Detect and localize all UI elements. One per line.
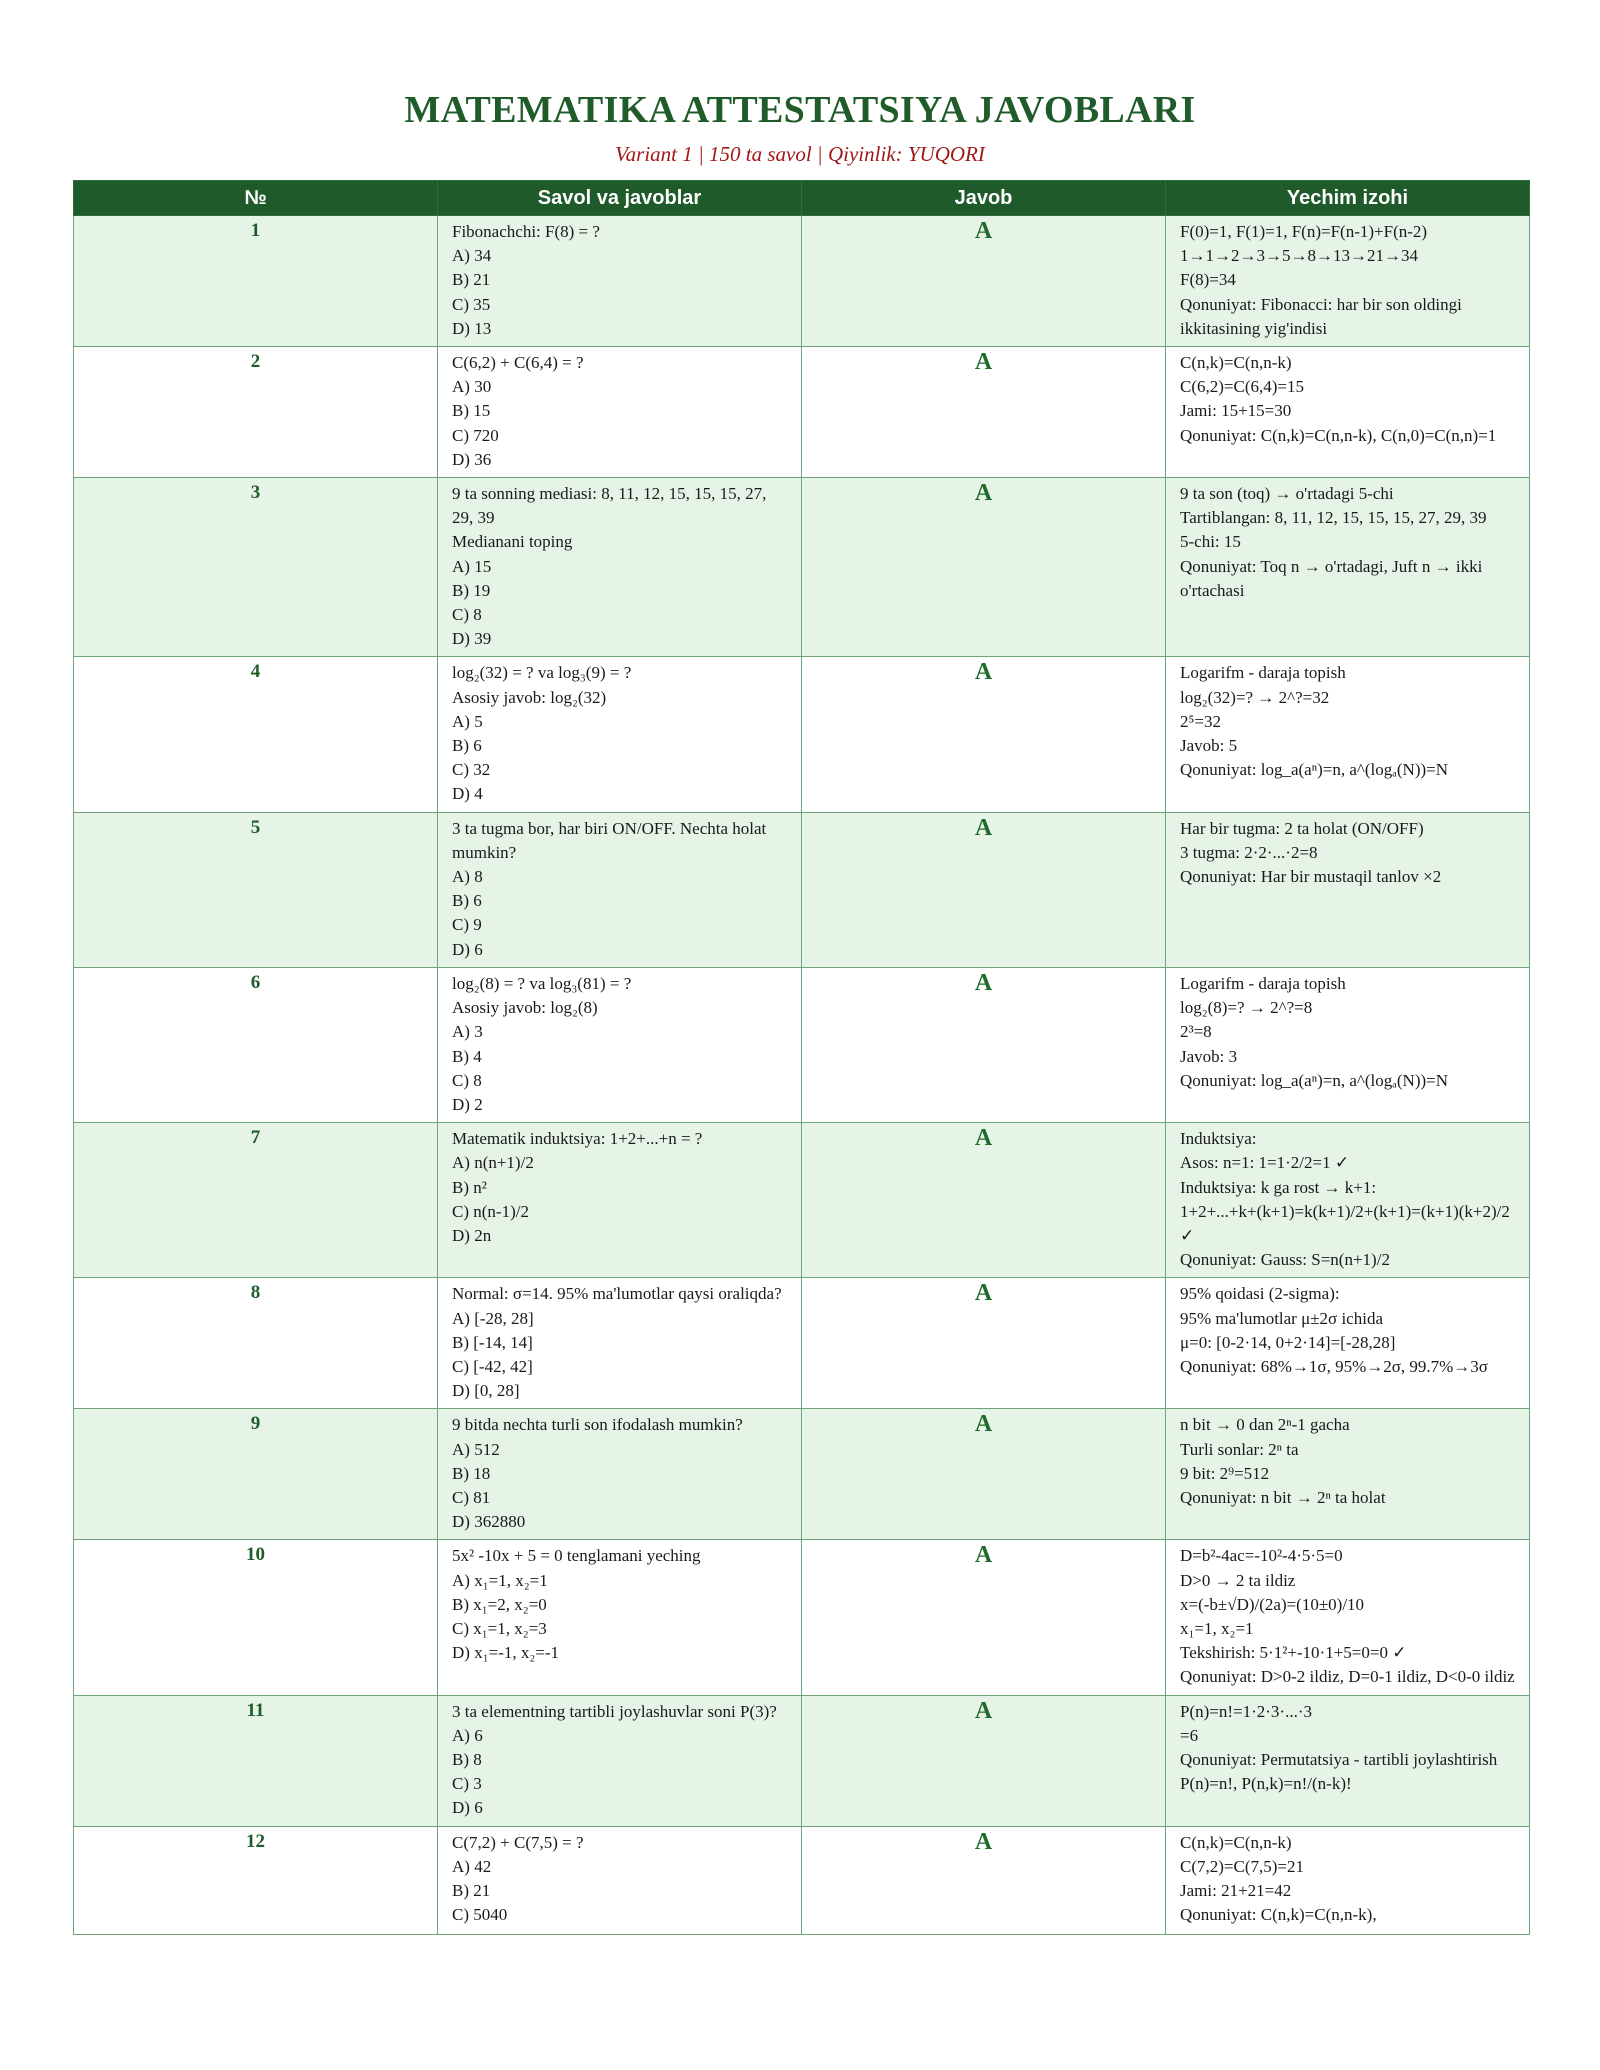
answer-option: D) [0, 28] xyxy=(452,1381,520,1401)
question-text: Matematik induktsiya: 1+2+...+n = ? xyxy=(452,1129,703,1149)
solution-line: Tekshirish: 5·1²+-10·1+5=0=0 ✓ xyxy=(1180,1643,1407,1663)
answer-option: D) 362880 xyxy=(452,1512,526,1532)
answer-option: D) 4 xyxy=(452,784,483,804)
solution-line: Qonuniyat: Har bir mustaqil tanlov ×2 xyxy=(1180,867,1442,887)
solution-cell xyxy=(1166,347,1530,478)
question-cell xyxy=(438,657,802,812)
table-row xyxy=(74,1540,1530,1695)
table-body xyxy=(74,216,1530,1935)
solution-line: 9 bit: 2⁹=512 xyxy=(1180,1463,1270,1483)
solution-line: Qonuniyat: Fibonacci: har bir son oldingi ikkitasining yig'indisi xyxy=(1180,294,1467,338)
question-text: C(6,2) + C(6,4) = ? xyxy=(452,353,584,373)
solution-cell xyxy=(1166,967,1530,1122)
answer-option: C) 8 xyxy=(452,1070,482,1090)
solution-line: log₂(32)=? → 2^?=32 xyxy=(1180,687,1330,707)
answer-option: A) 512 xyxy=(452,1439,500,1459)
correct-answer: A xyxy=(802,657,1166,812)
answer-option: Asosiy javob: log₂(32) xyxy=(452,687,607,707)
column-header-solution: Yechim izohi xyxy=(1166,181,1530,216)
answer-option: C) 5040 xyxy=(452,1905,508,1925)
solution-line: Qonuniyat: Gauss: S=n(n+1)/2 xyxy=(1180,1250,1390,1270)
answer-option: B) 18 xyxy=(452,1463,491,1483)
answer-option: A) 3 xyxy=(452,1022,483,1042)
question-number: 5 xyxy=(74,812,438,967)
solution-line: Induktsiya: xyxy=(1180,1129,1257,1149)
question-text: C(7,2) + C(7,5) = ? xyxy=(452,1832,584,1852)
column-header-answer: Javob xyxy=(802,181,1166,216)
solution-line: Qonuniyat: Toq n → o'rtadagi, Juft n → ikki o'rtachasi xyxy=(1180,556,1487,600)
table-row xyxy=(74,812,1530,967)
question-text: 3 ta tugma bor, har biri ON/OFF. Nechta holat mumkin? xyxy=(452,818,771,862)
question-cell xyxy=(438,1826,802,1934)
solution-line: C(n,k)=C(n,n-k) xyxy=(1180,353,1292,373)
answer-option: B) 21 xyxy=(452,1881,491,1900)
solution-line: Javob: 5 xyxy=(1180,736,1238,756)
solution-line: x₁=1, x₂=1 xyxy=(1180,1618,1254,1638)
correct-answer: A xyxy=(802,1540,1166,1695)
answer-option: A) x₁=1, x₂=1 xyxy=(452,1570,548,1590)
correct-answer: A xyxy=(802,812,1166,967)
question-cell xyxy=(438,478,802,657)
answers-table xyxy=(73,180,1530,1935)
table-row xyxy=(74,657,1530,812)
answer-option: C) [-42, 42] xyxy=(452,1356,533,1376)
table-row xyxy=(74,478,1530,657)
answer-option: A) n(n+1)/2 xyxy=(452,1153,534,1173)
answer-option: D) 6 xyxy=(452,1798,483,1818)
solution-line: log₂(8)=? → 2^?=8 xyxy=(1180,998,1313,1018)
table-row xyxy=(74,216,1530,347)
answer-option: Medianani toping xyxy=(452,532,573,552)
solution-cell xyxy=(1166,657,1530,812)
question-number: 9 xyxy=(74,1409,438,1540)
solution-line: Qonuniyat: D>0-2 ildiz, D=0-1 ildiz, D<0-0 ildiz xyxy=(1180,1667,1515,1687)
solution-cell xyxy=(1166,1695,1530,1826)
answer-option: A) 34 xyxy=(452,246,492,266)
answer-option: C) 35 xyxy=(452,294,491,314)
solution-line: Qonuniyat: log_a(aⁿ)=n, a^(logₐ(N))=N xyxy=(1180,760,1448,780)
solution-line: 95% ma'lumotlar μ±2σ ichida xyxy=(1180,1308,1383,1328)
solution-line: Qonuniyat: C(n,k)=C(n,n-k), C(n,0)=C(n,n)=1 xyxy=(1180,425,1497,445)
solution-line: Qonuniyat: log_a(aⁿ)=n, a^(logₐ(N))=N xyxy=(1180,1070,1448,1090)
question-text: 3 ta elementning tartibli joylashuvlar soni P(3)? xyxy=(452,1701,777,1721)
answer-option: C) 9 xyxy=(452,915,482,935)
answer-option: C) 3 xyxy=(452,1774,482,1794)
solution-line: Turli sonlar: 2ⁿ ta xyxy=(1180,1439,1299,1459)
solution-line: Jami: 15+15=30 xyxy=(1180,401,1292,421)
solution-line: F(8)=34 xyxy=(1180,270,1236,290)
question-number: 10 xyxy=(74,1540,438,1695)
solution-line: Induktsiya: k ga rost → k+1: xyxy=(1180,1177,1377,1197)
solution-cell xyxy=(1166,1123,1530,1278)
correct-answer: A xyxy=(802,1826,1166,1934)
answer-option: B) 19 xyxy=(452,580,491,600)
answer-option: B) 4 xyxy=(452,1046,482,1066)
table-row xyxy=(74,967,1530,1122)
solution-line: P(n)=n!, P(n,k)=n!/(n-k)! xyxy=(1180,1774,1352,1794)
question-cell xyxy=(438,1409,802,1540)
correct-answer: A xyxy=(802,967,1166,1122)
question-number: 11 xyxy=(74,1695,438,1826)
answer-option: A) 15 xyxy=(452,556,492,576)
question-number: 7 xyxy=(74,1123,438,1278)
solution-cell xyxy=(1166,812,1530,967)
solution-line: Jami: 21+21=42 xyxy=(1180,1881,1292,1900)
correct-answer: A xyxy=(802,347,1166,478)
column-header-number: № xyxy=(74,181,438,216)
solution-line: Qonuniyat: C(n,k)=C(n,n-k), xyxy=(1180,1905,1377,1925)
question-cell xyxy=(438,812,802,967)
question-text: Normal: σ=14. 95% ma'lumotlar qaysi oraliqda? xyxy=(452,1284,782,1304)
answer-option: C) 720 xyxy=(452,425,499,445)
solution-cell xyxy=(1166,478,1530,657)
answer-option: A) 5 xyxy=(452,711,483,731)
solution-cell xyxy=(1166,1409,1530,1540)
answer-option: D) 13 xyxy=(452,318,492,338)
solution-line: Logarifm - daraja topish xyxy=(1180,663,1346,683)
table-row xyxy=(74,1409,1530,1540)
answer-option: A) 8 xyxy=(452,867,483,887)
solution-line: F(0)=1, F(1)=1, F(n)=F(n-1)+F(n-2) xyxy=(1180,222,1428,241)
solution-line: 95% qoidasi (2-sigma): xyxy=(1180,1284,1340,1304)
solution-line: 1→1→2→3→5→8→13→21→34 xyxy=(1180,246,1418,266)
solution-line: 5-chi: 15 xyxy=(1180,532,1241,552)
question-text: 5x² -10x + 5 = 0 tenglamani yeching xyxy=(452,1546,701,1566)
question-text: Fibonachchi: F(8) = ? xyxy=(452,222,600,241)
solution-line: Qonuniyat: n bit → 2ⁿ ta holat xyxy=(1180,1487,1386,1507)
question-cell xyxy=(438,347,802,478)
solution-line: 2³=8 xyxy=(1180,1022,1212,1042)
question-number: 1 xyxy=(74,216,438,347)
column-header-question: Savol va javoblar xyxy=(438,181,802,216)
question-text: log₂(32) = ? va log₃(9) = ? xyxy=(452,663,632,683)
solution-line: μ=0: [0-2·14, 0+2·14]=[-28,28] xyxy=(1180,1332,1396,1352)
question-text: log₂(8) = ? va log₃(81) = ? xyxy=(452,973,632,993)
answer-option: B) 21 xyxy=(452,270,491,290)
correct-answer: A xyxy=(802,1409,1166,1540)
answer-option: C) 8 xyxy=(452,605,482,625)
solution-line: Asos: n=1: 1=1·2/2=1 ✓ xyxy=(1180,1153,1350,1173)
answer-option: Asosiy javob: log₂(8) xyxy=(452,998,598,1018)
solution-line: P(n)=n!=1·2·3·...·3 xyxy=(1180,1701,1313,1721)
solution-line: Qonuniyat: 68%→1σ, 95%→2σ, 99.7%→3σ xyxy=(1180,1356,1488,1376)
question-number: 12 xyxy=(74,1826,438,1934)
answer-option: C) x₁=1, x₂=3 xyxy=(452,1618,547,1638)
answer-option: B) 6 xyxy=(452,736,482,756)
answer-option: D) x₁=-1, x₂=-1 xyxy=(452,1643,560,1663)
answer-option: D) 2 xyxy=(452,1094,483,1114)
solution-line: Tartiblangan: 8, 11, 12, 15, 15, 15, 27, 29, 39 xyxy=(1180,508,1487,528)
answer-option: A) [-28, 28] xyxy=(452,1308,534,1328)
answer-option: A) 6 xyxy=(452,1725,483,1745)
solution-line: C(6,2)=C(6,4)=15 xyxy=(1180,377,1304,397)
solution-cell xyxy=(1166,1540,1530,1695)
table-row xyxy=(74,1695,1530,1826)
question-text: 9 ta sonning mediasi: 8, 11, 12, 15, 15, 15, 27, 29, 39 xyxy=(452,484,771,528)
answer-option: B) 15 xyxy=(452,401,491,421)
solution-line: Qonuniyat: Permutatsiya - tartibli joylashtirish xyxy=(1180,1749,1498,1769)
answer-option: D) 39 xyxy=(452,629,492,649)
question-cell xyxy=(438,1123,802,1278)
question-cell xyxy=(438,216,802,347)
answer-option: D) 6 xyxy=(452,939,483,959)
answer-option: C) n(n-1)/2 xyxy=(452,1201,529,1221)
correct-answer: A xyxy=(802,478,1166,657)
question-number: 8 xyxy=(74,1278,438,1409)
solution-line: 1+2+...+k+(k+1)=k(k+1)/2+(k+1)=(k+1)(k+2)/2 ✓ xyxy=(1180,1201,1515,1245)
answer-option: B) 6 xyxy=(452,891,482,911)
table-row xyxy=(74,1123,1530,1278)
answer-option: B) 8 xyxy=(452,1749,482,1769)
document-title: MATEMATIKA ATTESTATSIYA JAVOBLARI xyxy=(404,89,1196,131)
solution-line: 2⁵=32 xyxy=(1180,711,1222,731)
question-text: 9 bitda nechta turli son ifodalash mumkin? xyxy=(452,1415,743,1435)
correct-answer: A xyxy=(802,1278,1166,1409)
document-subtitle: Variant 1 | 150 ta savol | Qiyinlik: YUQORI xyxy=(615,142,985,166)
question-number: 2 xyxy=(74,347,438,478)
question-cell xyxy=(438,1695,802,1826)
table-row xyxy=(74,347,1530,478)
solution-cell xyxy=(1166,216,1530,347)
answer-option: D) 2n xyxy=(452,1225,492,1245)
solution-line: =6 xyxy=(1180,1725,1199,1745)
solution-line: D>0 → 2 ta ildiz xyxy=(1180,1570,1296,1590)
solution-line: x=(-b±√D)/(2a)=(10±0)/10 xyxy=(1180,1594,1365,1614)
solution-line: 9 ta son (toq) → o'rtadagi 5-chi xyxy=(1180,484,1394,504)
answer-option: B) [-14, 14] xyxy=(452,1332,533,1352)
solution-line: Javob: 3 xyxy=(1180,1046,1238,1066)
solution-line: D=b²-4ac=-10²-4·5·5=0 xyxy=(1180,1546,1343,1566)
table-row xyxy=(74,1826,1530,1934)
answer-option: B) n² xyxy=(452,1177,487,1197)
answer-option: B) x₁=2, x₂=0 xyxy=(452,1594,547,1614)
solution-line: C(7,2)=C(7,5)=21 xyxy=(1180,1856,1304,1876)
table-header-row xyxy=(74,181,1530,216)
solution-line: 3 tugma: 2·2·...·2=8 xyxy=(1180,842,1318,862)
solution-line: C(n,k)=C(n,n-k) xyxy=(1180,1832,1292,1852)
answer-option: D) 36 xyxy=(452,449,492,469)
question-number: 4 xyxy=(74,657,438,812)
table-row xyxy=(74,1278,1530,1409)
correct-answer: A xyxy=(802,216,1166,347)
solution-line: n bit → 0 dan 2ⁿ-1 gacha xyxy=(1180,1415,1350,1435)
solution-cell xyxy=(1166,1278,1530,1409)
solution-line: Har bir tugma: 2 ta holat (ON/OFF) xyxy=(1180,818,1424,838)
question-number: 6 xyxy=(74,967,438,1122)
answer-option: C) 81 xyxy=(452,1487,491,1507)
correct-answer: A xyxy=(802,1123,1166,1278)
solution-cell xyxy=(1166,1826,1530,1934)
question-number: 3 xyxy=(74,478,438,657)
question-cell xyxy=(438,1278,802,1409)
solution-line: Logarifm - daraja topish xyxy=(1180,973,1346,993)
answer-option: C) 32 xyxy=(452,760,491,780)
correct-answer: A xyxy=(802,1695,1166,1826)
question-cell xyxy=(438,967,802,1122)
question-cell xyxy=(438,1540,802,1695)
answer-option: A) 42 xyxy=(452,1856,492,1876)
answer-option: A) 30 xyxy=(452,377,492,397)
